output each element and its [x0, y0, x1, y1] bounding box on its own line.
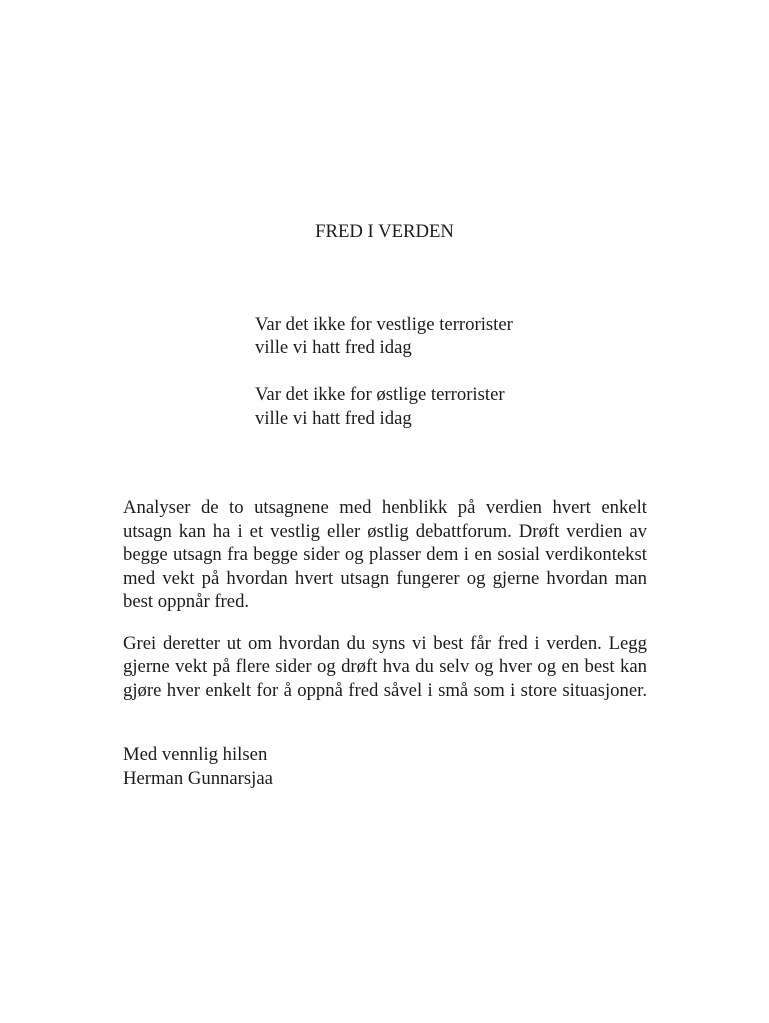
paragraph-line: Grei deretter ut om hvordan du syns vi best får fred i verden. Legg [123, 632, 647, 654]
paragraph-line: gjøre hver enkelt for å oppnå fred såvel i små som i store situasjoner. [123, 679, 647, 701]
paragraph-line: utsagn kan ha i et vestlig eller østlig debattforum. Drøft verdien av [123, 520, 647, 542]
paragraph-line: begge utsagn fra begge sider og plasser dem i en sosial verdikontekst [123, 544, 647, 565]
document-title: FRED I VERDEN [315, 221, 454, 242]
poem-line: Var det ikke for østlige terrorister [255, 384, 505, 405]
poem-stanza-east [255, 383, 769, 430]
paragraph-line: med vekt på hvordan hvert utsagn fungerer og gjerne hvordan man [123, 567, 647, 589]
paragraph-line: best oppnår fred. [123, 591, 250, 612]
poem-line: Var det ikke for vestlige terrorister [255, 313, 513, 335]
signature-name: Herman Gunnarsjaa [123, 767, 273, 789]
poem [255, 313, 769, 431]
paragraph-line: Analyser de to utsagnene med henblikk på verdien hvert enkelt [123, 497, 647, 518]
paragraph-analysis [123, 496, 647, 614]
signature-closing: Med vennlig hilsen [123, 744, 268, 765]
paragraph-line: gjerne vekt på flere sider og drøft hva du selv og hver og en best kan [123, 656, 647, 677]
signature [123, 743, 769, 790]
poem-stanza-west [255, 313, 769, 360]
paragraph-essay-task [123, 632, 647, 703]
poem-line: ville vi hatt fred idag [255, 337, 412, 358]
poem-line: ville vi hatt fred idag [255, 407, 412, 429]
